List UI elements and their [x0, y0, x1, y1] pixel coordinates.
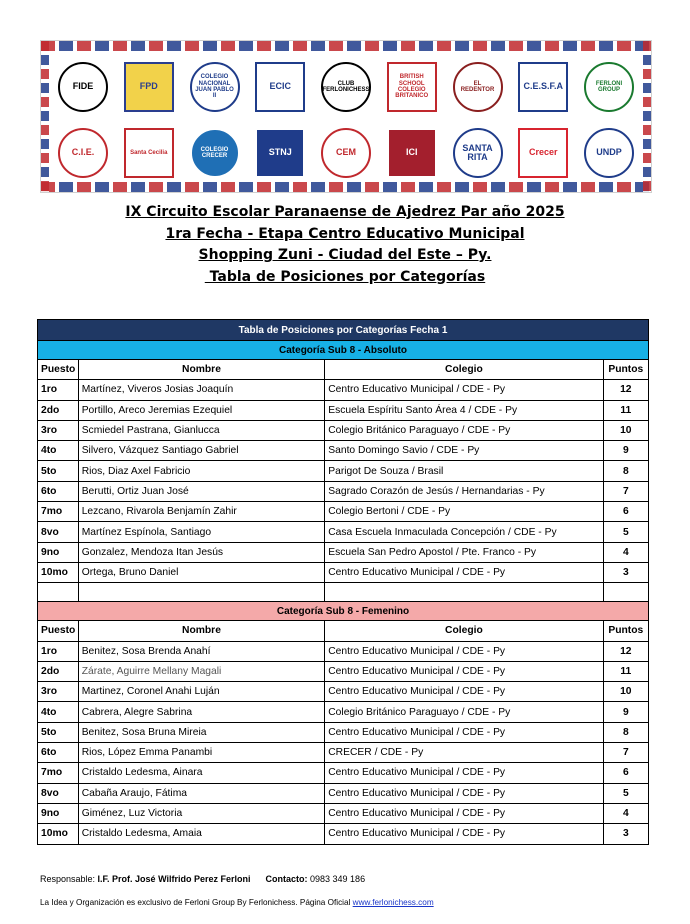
rank-cell: 9no	[38, 543, 79, 562]
category-header: Categoría Sub 8 - Absoluto	[38, 340, 648, 359]
flag-stripe-left	[41, 41, 49, 192]
player-name-cell: Benitez, Sosa Bruna Mireia	[79, 723, 326, 742]
player-name-cell: Cristaldo Ledesma, Ainara	[79, 763, 326, 782]
points-cell: 4	[622, 808, 629, 820]
school-cell: Santo Domingo Savio / CDE - Py	[325, 441, 603, 460]
column-header-colegio: Colegio	[325, 360, 603, 379]
idea-text: La Idea y Organización es exclusivo de Ferloni Group By Ferlonichess. Página Oficial	[40, 898, 353, 907]
player-name-cell: Martínez Espínola, Santiago	[79, 522, 326, 541]
table-row	[38, 783, 648, 803]
rank-cell: 6to	[38, 743, 79, 762]
footer-idea	[40, 898, 434, 907]
undp-icon	[581, 125, 637, 181]
flag-stripe-bottom	[41, 182, 651, 192]
player-name-cell: Lezcano, Rivarola Benjamín Zahir	[79, 502, 326, 521]
player-name-cell: Berutti, Ortiz Juan José	[79, 482, 326, 501]
points-cell: 5	[622, 526, 629, 538]
rank-cell: 4to	[38, 441, 79, 460]
fpd-crest-icon	[121, 59, 177, 115]
points-cell: 8	[622, 465, 629, 477]
column-header-puntos: Puntos	[608, 625, 644, 637]
ferloni-group-icon	[581, 59, 637, 115]
santa-rita-logo-text: SANTA RITA	[453, 128, 503, 178]
player-name-cell: Zárate, Aguirre Mellany Magali	[79, 662, 326, 681]
table-row	[38, 542, 648, 562]
flag-stripe-right	[643, 41, 651, 192]
website-link[interactable]: www.ferlonichess.com	[352, 898, 434, 907]
school-cell: CRECER / CDE - Py	[325, 743, 603, 762]
fide-chess-knight-logo-text: FIDE	[58, 62, 108, 112]
table-row	[38, 481, 648, 501]
table-row	[38, 661, 648, 681]
document-titles	[0, 202, 690, 288]
column-header-colegio: Colegio	[325, 621, 603, 640]
school-cell: Centro Educativo Municipal / CDE - Py	[325, 682, 603, 701]
table-row	[38, 420, 648, 440]
school-cell: Colegio Bertoni / CDE - Py	[325, 502, 603, 521]
points-cell: 3	[622, 828, 629, 840]
player-name-cell: Cabrera, Alegre Sabrina	[79, 702, 326, 721]
ferloni-group-logo-text: FERLONI GROUP	[584, 62, 634, 112]
points-cell: 7	[622, 485, 629, 497]
colegio-stnj-icon	[252, 125, 308, 181]
ici-icon	[384, 125, 440, 181]
rank-cell: 10mo	[38, 563, 79, 582]
category-header: Categoría Sub 8 - Femenino	[38, 601, 648, 620]
logo-row-2	[55, 123, 637, 183]
school-cell: Centro Educativo Municipal / CDE - Py	[325, 784, 603, 803]
responsable-label: Responsable:	[40, 874, 98, 884]
player-name-cell: Martínez, Viveros Josias Joaquín	[79, 380, 326, 399]
el-redentor-icon	[450, 59, 506, 115]
table-row	[38, 379, 648, 399]
table-row	[38, 400, 648, 420]
school-cell: Escuela Espíritu Santo Área 4 / CDE - Py	[325, 401, 603, 420]
player-name-cell: Cristaldo Ledesma, Amaia	[79, 824, 326, 843]
cem-logo-text: CEM	[321, 128, 371, 178]
cesfa-logo-text: C.E.S.F.A	[518, 62, 568, 112]
sponsor-logo-banner	[40, 40, 652, 193]
school-cell: Colegio Británico Paraguayo / CDE - Py	[325, 702, 603, 721]
rank-cell: 8vo	[38, 522, 79, 541]
footer-responsable	[40, 874, 365, 884]
empty-cell	[325, 583, 603, 601]
table-row	[38, 681, 648, 701]
column-header-puesto: Puesto	[38, 621, 79, 640]
player-name-cell: Portillo, Areco Jeremias Ezequiel	[79, 401, 326, 420]
player-name-cell: Benitez, Sosa Brenda Anahí	[79, 642, 326, 661]
player-name-cell: Rios, Diaz Axel Fabricio	[79, 461, 326, 480]
cesfa-icon	[515, 59, 571, 115]
logo-row-1	[55, 55, 637, 119]
school-cell: Centro Educativo Municipal / CDE - Py	[325, 763, 603, 782]
player-name-cell: Martinez, Coronel Anahi Luján	[79, 682, 326, 701]
colegio-intercontinental-icon	[55, 125, 111, 181]
points-cell: 3	[622, 567, 629, 579]
rank-cell: 2do	[38, 401, 79, 420]
cem-icon	[318, 125, 374, 181]
points-cell: 4	[622, 546, 629, 558]
column-header-row	[38, 359, 648, 379]
table-row	[38, 521, 648, 541]
undp-logo-text: UNDP	[584, 128, 634, 178]
santa-rita-icon	[450, 125, 506, 181]
crecer-logo-text: Crecer	[518, 128, 568, 178]
rank-cell: 5to	[38, 461, 79, 480]
club-ferlonichess-icon	[318, 59, 374, 115]
player-name-cell: Scmiedel Pastrana, Gianlucca	[79, 421, 326, 440]
player-name-cell: Ortega, Bruno Daniel	[79, 563, 326, 582]
table-row	[38, 823, 648, 843]
rank-cell: 3ro	[38, 421, 79, 440]
school-cell: Casa Escuela Inmaculada Concepción / CDE - Py	[325, 522, 603, 541]
column-header-puesto: Puesto	[38, 360, 79, 379]
player-name-cell: Silvero, Vázquez Santiago Gabriel	[79, 441, 326, 460]
table-row	[38, 762, 648, 782]
rank-cell: 2do	[38, 662, 79, 681]
standings-title: Tabla de Posiciones por Categorías	[204, 268, 486, 285]
empty-cell	[38, 583, 79, 601]
rank-cell: 1ro	[38, 642, 79, 661]
school-cell: Centro Educativo Municipal / CDE - Py	[325, 662, 603, 681]
table-row	[38, 641, 648, 661]
points-cell: 10	[620, 425, 632, 437]
table-row	[38, 501, 648, 521]
crecer-icon	[515, 125, 571, 181]
school-cell: Parigot De Souza / Brasil	[325, 461, 603, 480]
rank-cell: 7mo	[38, 502, 79, 521]
points-cell: 9	[622, 445, 629, 457]
rank-cell: 4to	[38, 702, 79, 721]
el-redentor-logo-text: EL REDENTOR	[453, 62, 503, 112]
points-cell: 8	[622, 726, 629, 738]
player-name-cell: Rios, López Emma Panambi	[79, 743, 326, 762]
colegio-crecer-cde-logo-text: COLEGIO CRECER	[190, 128, 240, 178]
responsable-name: I.F. Prof. José Wilfrido Perez Ferloni	[97, 874, 251, 884]
table-header: Tabla de Posiciones por Categorías Fecha 1	[38, 320, 648, 340]
school-cell: Centro Educativo Municipal / CDE - Py	[325, 642, 603, 661]
points-cell: 11	[620, 666, 632, 677]
table-row	[38, 701, 648, 721]
juan-pablo-ii-school-icon	[187, 59, 243, 115]
table-row	[38, 460, 648, 480]
empty-cell	[604, 583, 648, 601]
rank-cell: 9no	[38, 804, 79, 823]
school-cell: Sagrado Corazón de Jesús / Hernandarias - Py	[325, 482, 603, 501]
table-row	[38, 722, 648, 742]
ici-logo-text: ICI	[387, 128, 437, 178]
school-cell: Colegio Británico Paraguayo / CDE - Py	[325, 421, 603, 440]
colegio-crecer-cde-icon	[187, 125, 243, 181]
contacto-value: 0983 349 186	[310, 874, 366, 884]
points-cell: 12	[620, 645, 632, 657]
school-cell: Centro Educativo Municipal / CDE - Py	[325, 804, 603, 823]
points-cell: 11	[620, 404, 632, 416]
british-school-logo-text: BRITISH SCHOOL COLEGIO BRITANICO	[387, 62, 437, 112]
flag-stripe-top	[41, 41, 651, 51]
fide-chess-knight-icon	[55, 59, 111, 115]
player-name-cell: Gonzalez, Mendoza Itan Jesús	[79, 543, 326, 562]
rank-cell: 5to	[38, 723, 79, 742]
empty-spacer-row	[38, 582, 648, 601]
school-cell: Centro Educativo Municipal / CDE - Py	[325, 380, 603, 399]
round-title: 1ra Fecha - Etapa Centro Educativo Municipal	[165, 225, 525, 242]
rank-cell: 7mo	[38, 763, 79, 782]
points-cell: 12	[620, 384, 632, 396]
rank-cell: 3ro	[38, 682, 79, 701]
empty-cell	[79, 583, 326, 601]
school-cell: Centro Educativo Municipal / CDE - Py	[325, 723, 603, 742]
table-row	[38, 742, 648, 762]
juan-pablo-ii-school-logo-text: COLEGIO NACIONAL JUAN PABLO II	[190, 62, 240, 112]
tournament-title: IX Circuito Escolar Paranaense de Ajedrez Par año 2025	[125, 204, 565, 220]
colegio-intercontinental-logo-text: C.I.E.	[58, 128, 108, 178]
points-cell: 6	[622, 767, 629, 779]
venue-title: Shopping Zuni - Ciudad del Este – Py.	[198, 247, 492, 263]
points-cell: 7	[622, 747, 629, 759]
club-ferlonichess-logo-text: CLUB FERLONICHESS	[321, 62, 371, 112]
column-header-nombre: Nombre	[79, 360, 326, 379]
column-header-puntos: Puntos	[608, 364, 644, 376]
contacto-label: Contacto:	[265, 874, 311, 884]
player-name-cell: Giménez, Luz Victoria	[79, 804, 326, 823]
rank-cell: 1ro	[38, 380, 79, 399]
rank-cell: 6to	[38, 482, 79, 501]
inmaculada-concepcion-icon	[252, 59, 308, 115]
british-school-icon	[384, 59, 440, 115]
school-cell: Centro Educativo Municipal / CDE - Py	[325, 563, 603, 582]
colegio-stnj-logo-text: STNJ	[255, 128, 305, 178]
column-header-row	[38, 620, 648, 640]
rank-cell: 10mo	[38, 824, 79, 843]
santa-cecilia-icon	[121, 125, 177, 181]
column-header-nombre: Nombre	[79, 621, 326, 640]
points-cell: 9	[622, 706, 629, 718]
player-name-cell: Cabaña Araujo, Fátima	[79, 784, 326, 803]
santa-cecilia-logo-text: Santa Cecilia	[124, 128, 174, 178]
rank-cell: 8vo	[38, 784, 79, 803]
points-cell: 5	[622, 787, 629, 799]
table-row	[38, 562, 648, 582]
table-row	[38, 440, 648, 460]
fpd-crest-logo-text: FPD	[124, 62, 174, 112]
table-row	[38, 803, 648, 823]
points-cell: 6	[622, 506, 629, 518]
standings-table	[37, 319, 649, 845]
school-cell: Escuela San Pedro Apostol / Pte. Franco - Py	[325, 543, 603, 562]
points-cell: 10	[620, 686, 632, 698]
school-cell: Centro Educativo Municipal / CDE - Py	[325, 824, 603, 843]
inmaculada-concepcion-logo-text: ECIC	[255, 62, 305, 112]
